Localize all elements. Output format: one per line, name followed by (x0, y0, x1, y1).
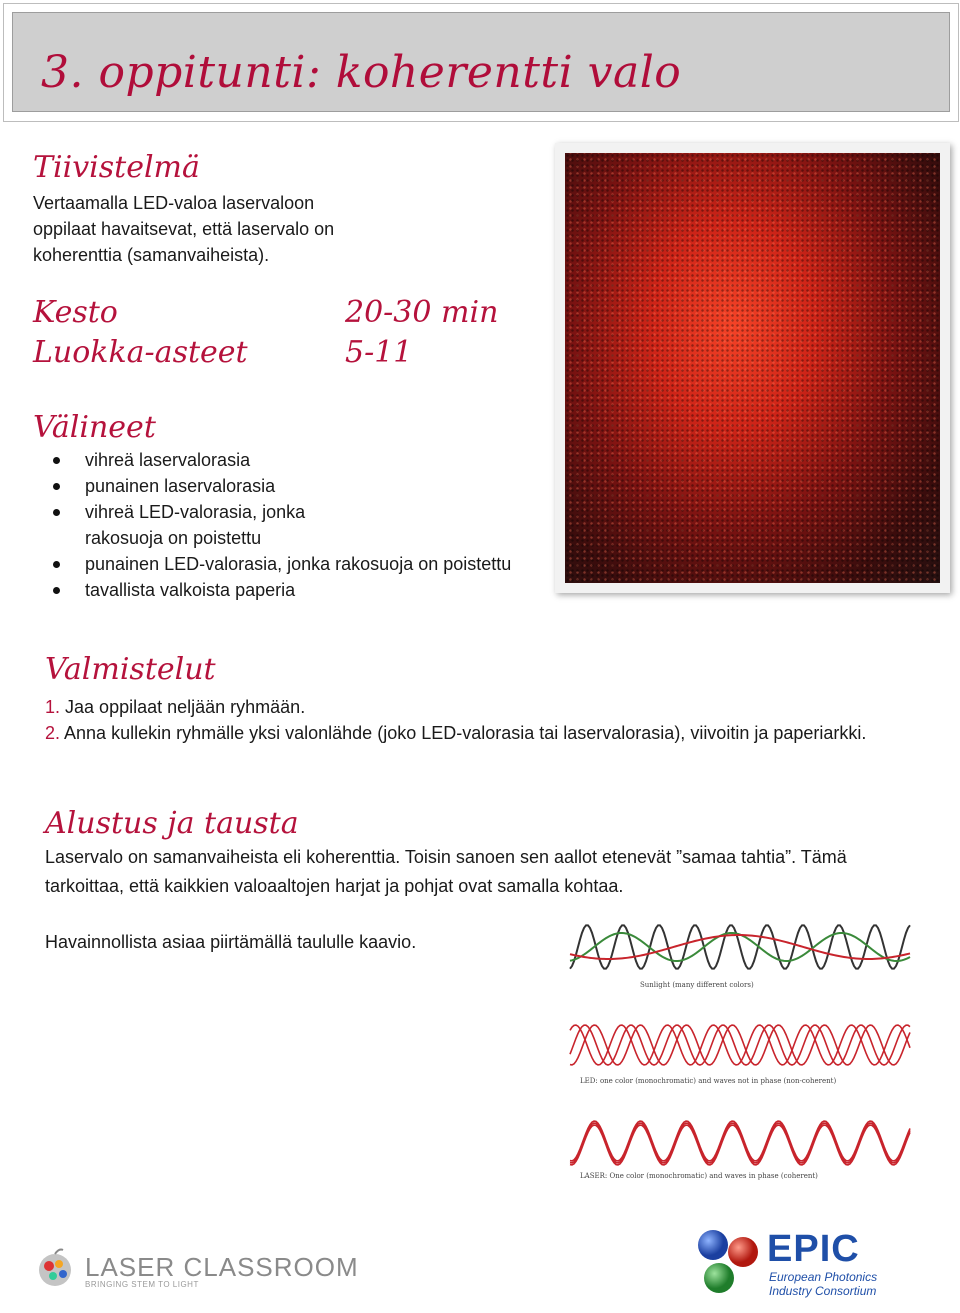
list-item: tavallista valkoista paperia (35, 577, 385, 603)
grades-value: 5-11 (345, 335, 413, 370)
epic-logo (695, 1228, 935, 1298)
list-item: punainen laservalorasia (35, 473, 345, 499)
list-item: vihreä laservalorasia (35, 447, 315, 473)
epic-name: EPIC (767, 1228, 860, 1270)
duration-label: Kesto (33, 295, 118, 330)
summary-line: Vertaamalla LED-valoa laservaloon (33, 193, 315, 213)
speckle-pattern (565, 153, 940, 583)
step-2 (45, 720, 925, 746)
wave-caption-sunlight: Sunlight (many different colors) (640, 981, 754, 989)
summary-text (33, 190, 553, 268)
equipment-list (35, 447, 595, 603)
background-paragraph: Laservalo on samanvaiheista eli koherenttia. Toisin sanoen sen aallot etenevät ”samaa tahtia”. Tämä tarkoittaa, että kaikkien valoaaltojen harjat ja pohjat ovat samalla kohtaa. (45, 847, 847, 896)
grades-label: Luokka-asteet (33, 335, 248, 370)
apple-icon (33, 1246, 77, 1290)
summary-heading: Tiivistelmä (33, 150, 200, 185)
step-1 (45, 694, 925, 720)
step-text: Anna kullekin ryhmälle yksi valonlähde (joko LED-valorasia tai laservalorasia), viivoitin ja paperiarkki. (64, 723, 867, 743)
preparation-heading: Valmistelut (45, 652, 216, 687)
list-item: punainen LED-valorasia, jonka rakosuoja on poistettu (35, 551, 595, 577)
step-number: 2. (45, 723, 61, 743)
background-heading: Alustus ja tausta (45, 806, 299, 841)
summary-line: oppilaat havaitsevat, että laservalo on (33, 219, 335, 239)
title-banner-inner (12, 12, 950, 112)
epic-spheres-icon (695, 1228, 761, 1298)
wave-line (570, 925, 910, 968)
preparation-steps (45, 694, 925, 746)
epic-subtitle-line: European Photonics (769, 1270, 878, 1284)
step-number: 1. (45, 697, 61, 717)
duration-value: 20-30 min (345, 295, 499, 330)
laser-waves (570, 1121, 910, 1165)
wave-caption-led: LED: one color (monochromatic) and waves not in phase (non-coherent) (580, 1077, 837, 1085)
laser-classroom-logo (33, 1242, 359, 1292)
laser-speckle-photo (555, 143, 950, 593)
step-text: Jaa oppilaat neljään ryhmään. (65, 697, 306, 717)
equipment-heading: Välineet (33, 410, 156, 445)
laser-classroom-tagline: BRINGING STEM TO LIGHT (85, 1280, 199, 1289)
background-note: Havainnollista asiaa piirtämällä taululle kaavio. (45, 932, 417, 952)
wave-caption-laser: LASER: One color (monochromatic) and waves in phase (coherent) (580, 1172, 818, 1180)
speckle-noise (565, 153, 940, 583)
epic-subtitle-line: Industry Consortium (769, 1284, 877, 1298)
wave-diagram (560, 915, 920, 1195)
epic-subtitle (769, 1270, 877, 1298)
led-waves (570, 1025, 910, 1065)
list-item: vihreä LED-valorasia, jonka rakosuoja on poistettu (35, 499, 325, 551)
title-banner (3, 3, 959, 122)
laser-classroom-name: LASER CLASSROOM (85, 1252, 359, 1282)
summary-line: koherenttia (samanvaiheista). (33, 245, 270, 265)
page-title: 3. oppitunti: koherentti valo (41, 47, 682, 98)
sunlight-waves (570, 925, 910, 968)
